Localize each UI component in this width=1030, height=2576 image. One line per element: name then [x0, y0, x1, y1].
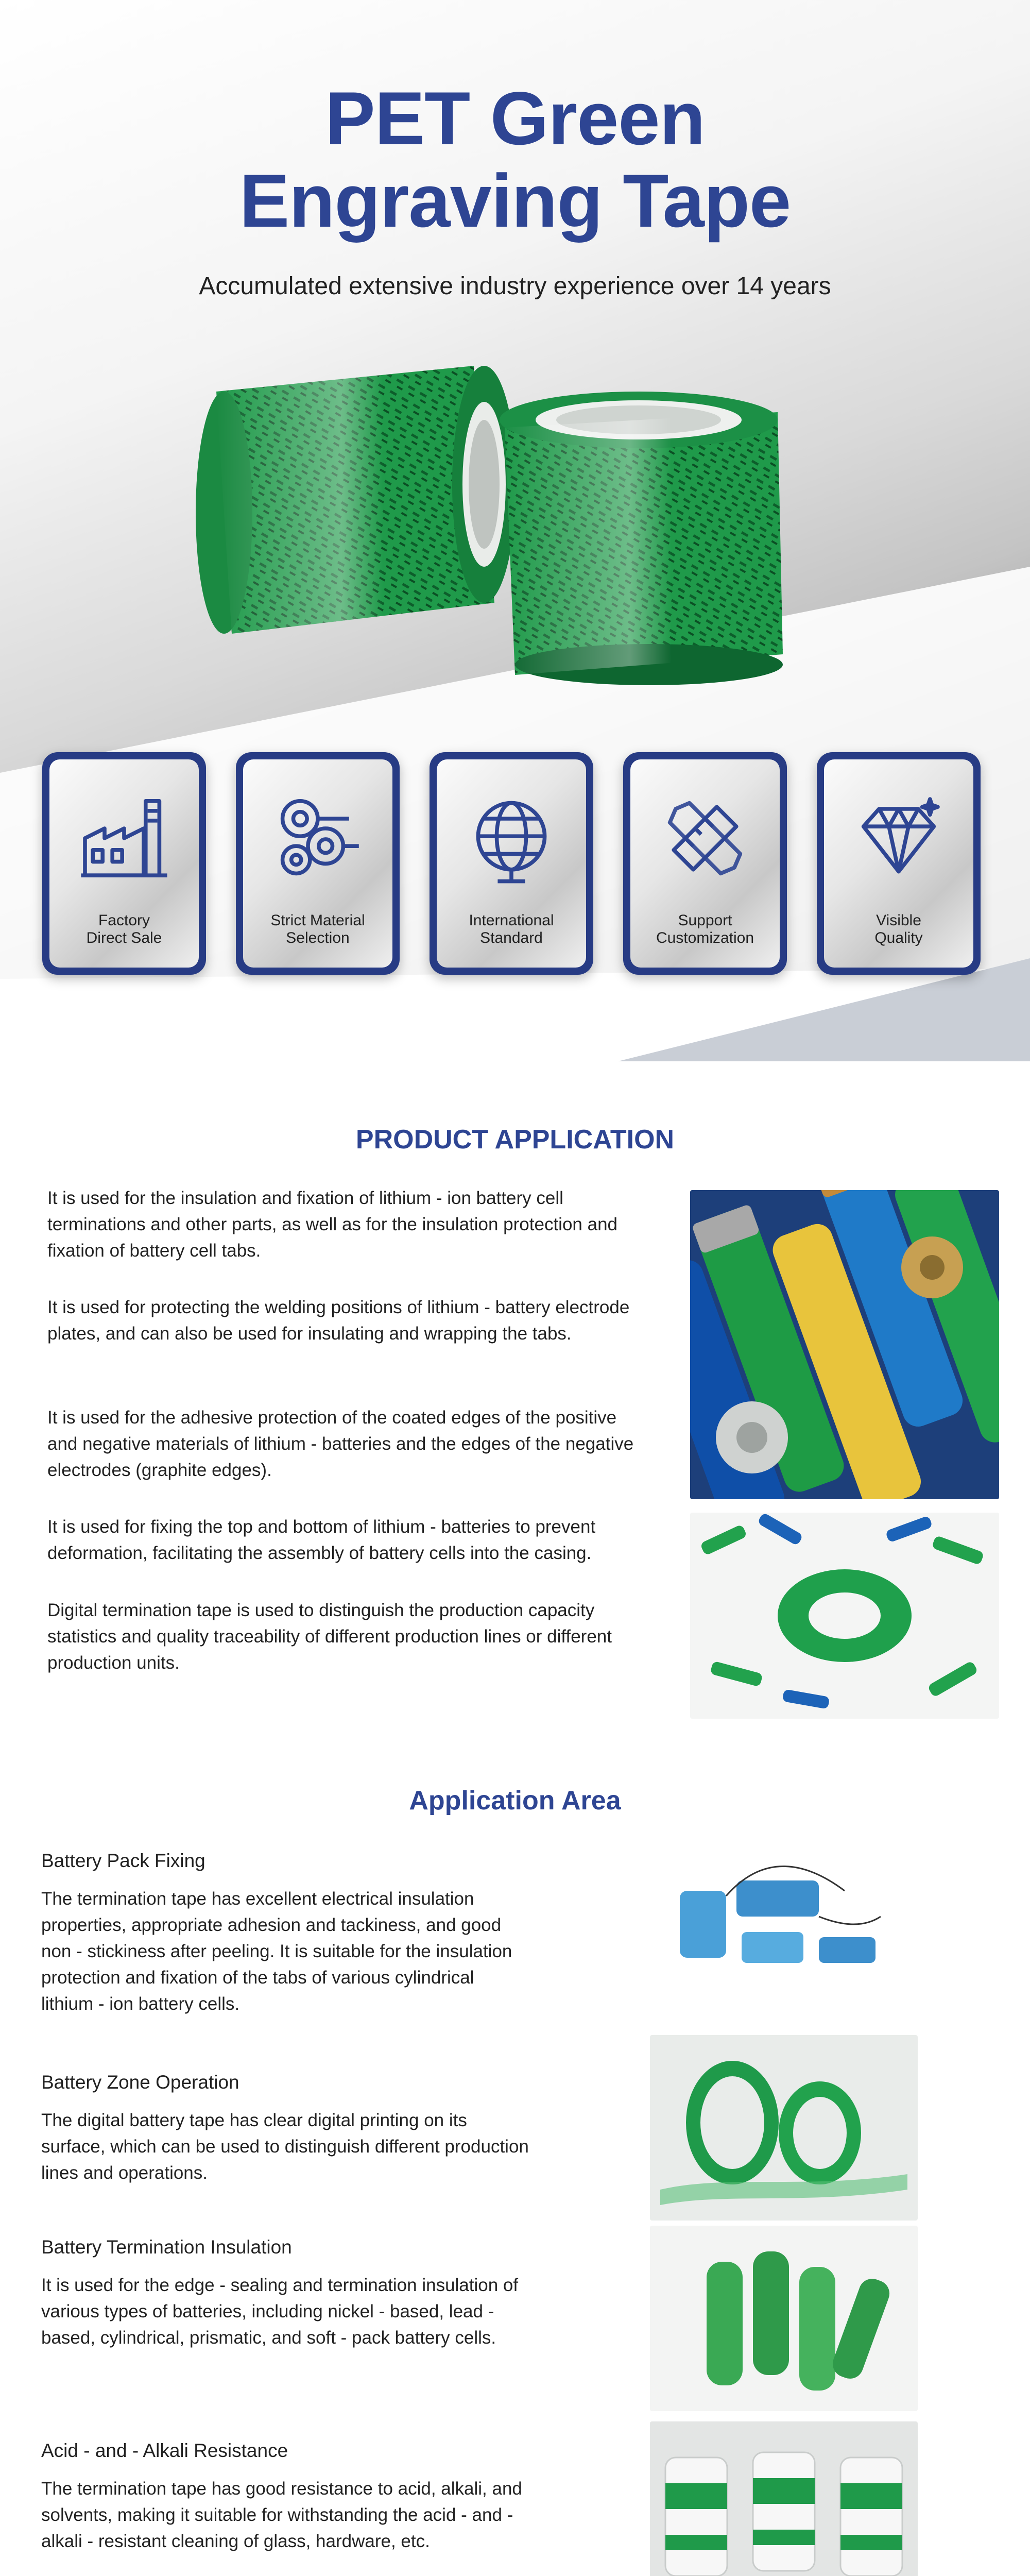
battery-pack-photo — [649, 1834, 896, 2004]
material-rolls-icon — [269, 789, 367, 887]
badge-international-standard — [430, 752, 593, 975]
page-title — [0, 77, 1030, 242]
insulated-cells-photo — [650, 2226, 918, 2411]
badge-visible-quality — [817, 752, 981, 975]
sealed-batteries-photo — [650, 2421, 918, 2576]
globe-icon — [462, 789, 560, 887]
diamond-icon — [850, 789, 948, 887]
application-paragraph: It is used for the adhesive protection of the coated edges of the positive and negative materials of lithium - batteries and the edges of the negative electrodes (graphite edges). — [47, 1408, 634, 1480]
badge-label: Visible Quality — [874, 912, 923, 946]
area-heading: Battery Termination Insulation — [41, 2236, 292, 2258]
title-line-1: PET Green — [325, 76, 705, 160]
area-description: The termination tape has good resistance to acid, alkali, and solvents, making it suitable for withstanding the acid - and - alkali - resistant cleaning of glass, hardware, etc. — [41, 2479, 522, 2551]
feature-badges — [42, 752, 988, 984]
application-paragraph: It is used for protecting the welding positions of lithium - battery electrode plates, and can also be used for insulating and wrapping the tabs. — [47, 1297, 630, 1344]
factory-icon — [75, 789, 173, 887]
area-description: The termination tape has excellent electrical insulation properties, appropriate adhesion and tackiness, and good non - stickiness after peeling. It is suitable for the insulation protection and fixation of the tabs of various cylindrical lithium - ion battery cells. — [41, 1889, 512, 2014]
hero-banner — [0, 0, 1030, 1061]
badge-label: Strict Material Selection — [270, 912, 365, 946]
badge-support-customization — [623, 752, 787, 975]
batteries-photo — [690, 1190, 999, 1499]
tape-rolls-image — [185, 314, 834, 706]
application-paragraph: It is used for fixing the top and bottom of lithium - batteries to prevent deformation, facilitating the assembly of battery cells into the casing. — [47, 1517, 596, 1563]
battery-ring-photo — [690, 1513, 999, 1719]
badge-label: Support Customization — [656, 912, 754, 946]
hero-subtitle: Accumulated extensive industry experience over 14 years — [199, 273, 831, 300]
area-heading: Battery Pack Fixing — [41, 1850, 205, 1871]
section-title-application-area: Application Area — [409, 1786, 621, 1816]
application-paragraph: Digital termination tape is used to distinguish the production capacity statistics and quality traceability of different production lines or different production units. — [47, 1600, 612, 1673]
badge-label: Factory Direct Sale — [86, 912, 162, 946]
section-title-product-application: PRODUCT APPLICATION — [355, 1125, 675, 1155]
badge-strict-material-selection — [236, 752, 400, 975]
area-description: The digital battery tape has clear digital printing on its surface, which can be used to distinguish different production lines and operations. — [41, 2110, 529, 2183]
area-heading: Battery Zone Operation — [41, 2072, 239, 2093]
badge-factory-direct-sale — [42, 752, 206, 975]
application-paragraph: It is used for the insulation and fixation of lithium - ion battery cell terminations and other parts, as well as for the insulation protection and fixation of battery cell tabs. — [47, 1188, 618, 1261]
area-description: It is used for the edge - sealing and termination insulation of various types of batteries, including nickel - based, lead - based, cylindrical, prismatic, and soft - pack battery cells. — [41, 2275, 519, 2348]
title-line-2: Engraving Tape — [239, 159, 791, 243]
ruler-pencil-icon — [656, 789, 754, 887]
badge-label: International Standard — [469, 912, 554, 946]
area-heading: Acid - and - Alkali Resistance — [41, 2440, 288, 2461]
digital-tape-photo — [650, 2035, 918, 2221]
